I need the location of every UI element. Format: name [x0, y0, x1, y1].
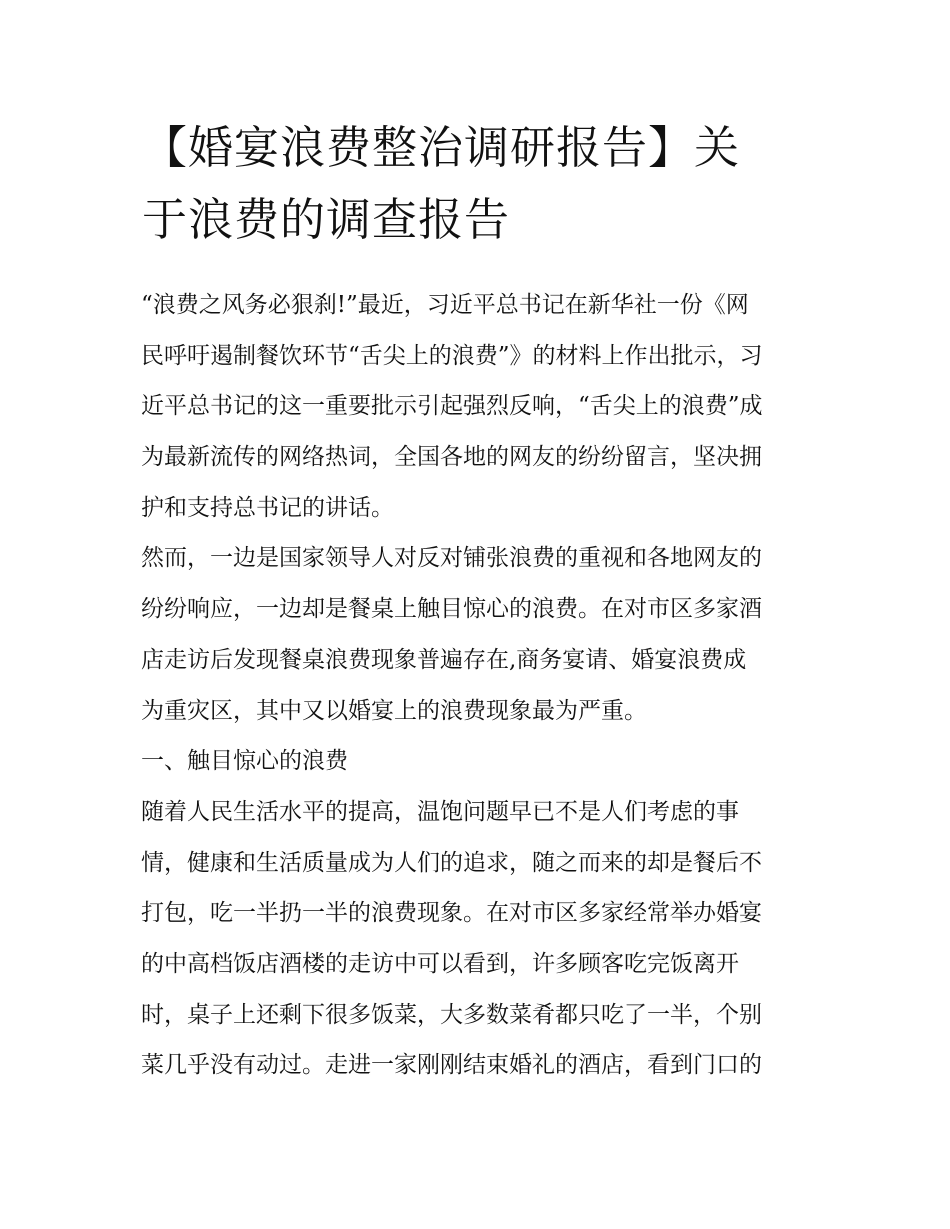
body-line: 情，健康和生活质量成为人们的追求，随之而来的却是餐后不	[141, 849, 762, 876]
document-title	[142, 112, 822, 256]
body-line: 民呼吁遏制餐饮环节“舌尖上的浪费”》的材料上作出批示，习	[141, 342, 763, 369]
body-line: 为重灾区，其中又以婚宴上的浪费现象最为严重。	[141, 697, 647, 724]
body-line: 为最新流传的网络热词，全国各地的网友的纷纷留言，坚决拥	[141, 444, 762, 471]
body-line: 纷纷响应，一边却是餐桌上触目惊心的浪费。在对市区多家酒	[141, 596, 762, 623]
body-line: 的中高档饭店酒楼的走访中可以看到，许多顾客吃完饭离开	[141, 950, 739, 977]
title-line-2: 于浪费的调查报告	[142, 193, 511, 246]
section-heading: 一、触目惊心的浪费	[141, 748, 348, 775]
body-line: 店走访后发现餐桌浪费现象普遍存在,商务宴请、婚宴浪费成	[141, 646, 747, 673]
body-line: 打包，吃一半扔一半的浪费现象。在对市区多家经常举办婚宴	[141, 900, 762, 927]
body-line: 随着人民生活水平的提高，温饱问题早已不是人们考虑的事	[141, 798, 739, 825]
document-body	[141, 280, 821, 1091]
body-line: 菜几乎没有动过。走进一家刚刚结束婚礼的酒店，看到门口的	[141, 1052, 762, 1079]
body-line: 近平总书记的这一重要批示引起强烈反响，“舌尖上的浪费”成	[141, 393, 763, 420]
body-line: 护和支持总书记的讲话。	[141, 494, 394, 521]
title-line-1: 【婚宴浪费整治调研报告】关	[142, 121, 741, 174]
body-line: 然而，一边是国家领导人对反对铺张浪费的重视和各地网友的	[141, 545, 762, 572]
body-line: 时，桌子上还剩下很多饭菜，大多数菜肴都只吃了一半，个别	[141, 1001, 762, 1028]
body-line: “浪费之风务必狠刹!”最近，习近平总书记在新华社一份《网	[141, 292, 749, 318]
